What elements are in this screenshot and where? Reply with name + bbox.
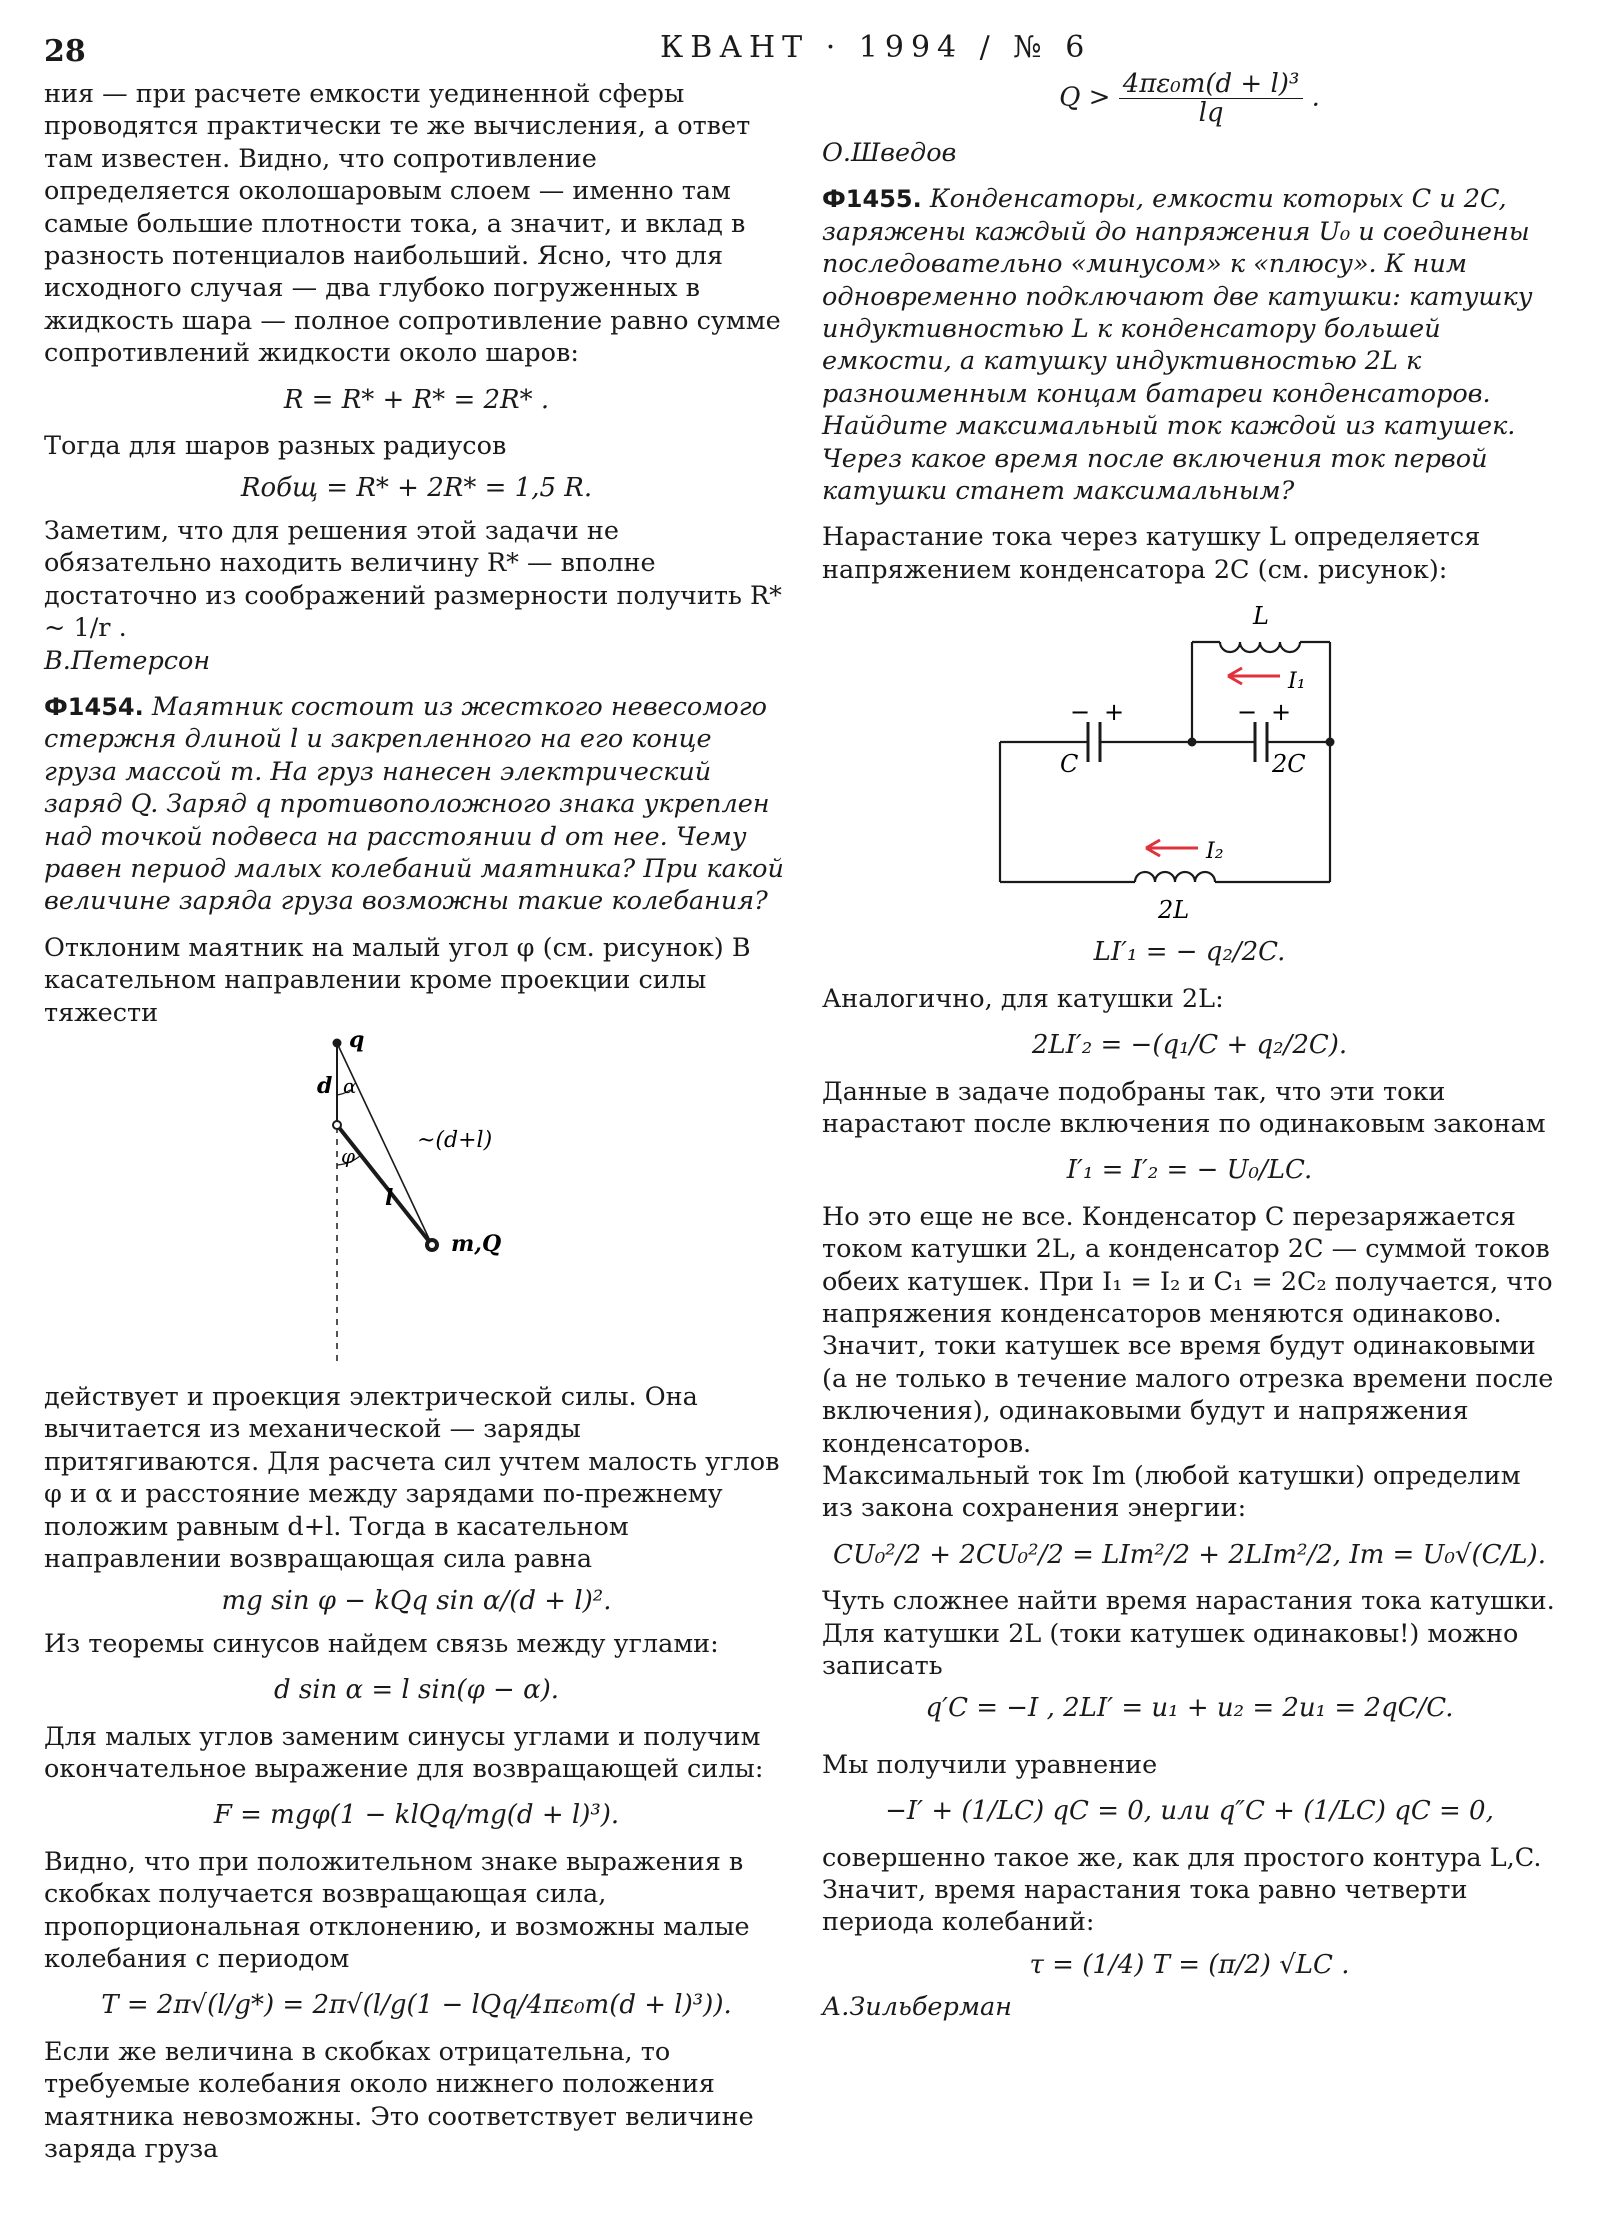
problem-number: Ф1454.: [44, 692, 144, 721]
paragraph: Чуть сложнее найти время нарастания тока катушки. Для катушки 2L (токи катушек одинаковы!) можно записать: [822, 1586, 1555, 1681]
paragraph: Если же величина в скобках отрицательна, то требуемые колебания около нижнего положения маятника невозможны. Это соответствует величине заряда груза: [44, 2036, 754, 2165]
formula: τ = (1/4) T = (π/2) √LC .: [1029, 1949, 1350, 1980]
circuit-figure: [970, 592, 1410, 922]
fraction-numerator: 4πε₀m(d + l)³: [1119, 70, 1304, 99]
label-l: l: [384, 1184, 393, 1211]
paragraph: Для малых углов заменим синусы углами и получим окончательное выражение для возвращающей силы:: [44, 1721, 764, 1785]
label-mQ: m,Q: [450, 1230, 501, 1257]
label-L: L: [1252, 602, 1269, 631]
label-d-plus-l: ~(d+l): [416, 1127, 492, 1153]
author-signature: О.Шведов: [822, 138, 957, 168]
formula: CU₀²/2 + 2CU₀²/2 = LIm²/2 + 2LIm²/2, Im = U₀√(C/L).: [833, 1539, 1546, 1570]
label-d: d: [316, 1072, 332, 1099]
fraction-denominator: lq: [1198, 98, 1224, 128]
formula: 2LI′₂ = −(q₁/C + q₂/2C).: [1031, 1030, 1348, 1061]
page-number: 28: [44, 34, 86, 69]
problem-number: Ф1455.: [822, 185, 922, 214]
label-C: C: [1059, 750, 1078, 779]
author-signature: В.Петерсон: [44, 645, 211, 676]
formula: F = mgφ(1 − klQq/mg(d + l)³).: [213, 1800, 620, 1831]
right-column: [822, 69, 1557, 2024]
problem-statement: [44, 691, 789, 918]
paragraph: Нарастание тока через катушку L определяется напряжением конденсатора 2C (см. рисунок):: [822, 522, 1481, 585]
label-plus: +: [1103, 698, 1124, 727]
formula: Rобщ = R* + 2R* = 1,5 R.: [240, 473, 593, 504]
problem-statement: [822, 183, 1557, 507]
paragraph: Видно, что при положительном знаке выражения в скобках получается возвращающая сила, пропорциональная отклонению, и возможны малые колебания с периодом: [44, 1846, 750, 1975]
paragraph: Отклоним маятник на малый угол φ (см. рисунок) В касательном направлении кроме проекции силы тяжести: [44, 932, 751, 1028]
pendulum-figure: [207, 1035, 627, 1375]
paragraph: действует и проекция электрической силы. Она вычитается из механической — заряды притягиваются. Для расчета сил учтем малость углов φ и α и расстояние между зарядами по-прежнему положим равным d+l. Тогда в касательном направлении возвращающая сила равна: [44, 1381, 780, 1574]
formula: T = 2π√(l/g*) = 2π√(l/g(1 − lQq/4πε₀m(d + l)³)).: [101, 1990, 732, 2021]
junction-node: [1325, 738, 1334, 747]
formula: mg sin φ − kQq sin α/(d + l)².: [221, 1586, 612, 1617]
bob-mass-center: [429, 1242, 435, 1248]
label-minus: −: [1236, 698, 1257, 727]
running-head: КВАНТ · 1994 / № 6: [660, 30, 1092, 65]
label-alpha: α: [342, 1073, 357, 1098]
paragraph: Из теоремы синусов найдем связь между углами:: [44, 1628, 719, 1659]
formula-q-limit: Q > $\frac{\text{4πε₀m(d + l)³}}{lq}$ .: [1059, 69, 1320, 128]
paragraph: ния — при расчете емкости уединенной сферы проводятся практически те же вычисления, а ответ там известен. Видно, что сопротивление определяется околошаровым слоем — именно там самые большие плотности тока, а значит, и вклад в разность потенциалов наибольший. Ясно, что для исходного случая — два глубоко погруженных в жидкость шара — полное сопротивление равно сумме сопротивлений жидкости около шаров:: [44, 79, 781, 369]
formula: q′C = −I , 2LI′ = u₁ + u₂ = 2u₁ = 2qC/C.: [925, 1693, 1454, 1724]
paragraph: Максимальный ток Im (любой катушки) определим из закона сохранения энергии:: [822, 1460, 1521, 1524]
label-q: q: [348, 1034, 364, 1053]
problem-text: Конденсаторы, емкости которых C и 2C, заряжены каждый до напряжения U₀ и соединены последовательно «минусом» к «плюсу». К ним одновременно подключают две катушки: катушку индуктивностью L к конденсатору большей емкости, а катушку индуктивностью 2L к разноименным концам батареи конденсаторов. Найдите максимальный ток каждой из катушек. Через какое время после включения ток первой катушки станет максимальным?: [822, 184, 1533, 507]
label-2L: 2L: [1157, 896, 1189, 923]
paragraph: Данные в задаче подобраны так, что эти токи нарастают после включения по одинаковым законам: [822, 1076, 1546, 1139]
paragraph: совершенно такое же, как для простого контура L,C. Значит, время нарастания тока равно четверти периода колебаний:: [822, 1842, 1542, 1938]
paragraph: Аналогично, для катушки 2L:: [822, 983, 1224, 1014]
label-2C: 2C: [1271, 750, 1306, 779]
label-I2: I₂: [1205, 839, 1224, 865]
pivot-point: [333, 1121, 341, 1129]
author-signature: А.Зильберман: [822, 1992, 1012, 2023]
paragraph: Тогда для шаров разных радиусов: [44, 431, 507, 462]
formula: d sin α = l sin(φ − α).: [273, 1675, 560, 1706]
formula: −I′ + (1/LC) qC = 0, или q″C + (1/LC) qC = 0,: [885, 1796, 1494, 1827]
problem-text: Маятник состоит из жесткого невесомого стержня длиной l и закрепленного на его конце груза массой m. На груз нанесен электрический заряд Q. Заряд q противоположного знака укреплен над точкой подвеса на расстоянии d от нее. Чему равен период малых колебаний маятника? При какой величине заряда груза возможны такие колебания?: [44, 691, 784, 917]
left-column: [44, 78, 789, 2166]
formula: LI′₁ = − q₂/2C.: [1093, 937, 1286, 968]
page-header: [0, 30, 1600, 70]
label-phi: φ: [340, 1143, 355, 1168]
junction-node: [1187, 738, 1196, 747]
formula: I′₁ = I′₂ = − U₀/LC.: [1066, 1155, 1313, 1186]
paragraph: Но это еще не все. Конденсатор C перезаряжается током катушки 2L, а конденсатор 2C — суммой токов обеих катушек. При I₁ = I₂ и C₁ = 2C₂ получается, что напряжения конденсаторов меняются одинаково. Значит, токи катушек все время будут одинаковыми (а не только в течение малого отрезка времени после включения), одинаковыми будут и напряжения конденсаторов.: [822, 1201, 1554, 1459]
paragraph: Мы получили уравнение: [822, 1749, 1158, 1780]
coil-L: [1220, 642, 1300, 652]
coil-2L: [1135, 872, 1215, 882]
charge-q-point: [332, 1038, 341, 1047]
label-plus: +: [1270, 698, 1291, 727]
label-minus: −: [1069, 698, 1090, 727]
label-I1: I₁: [1287, 669, 1306, 695]
formula: R = R* + R* = 2R* .: [283, 384, 550, 415]
paragraph: Заметим, что для решения этой задачи не обязательно находить величину R* — вполне достаточно из соображений размерности получить R* ~ 1/r .: [44, 515, 782, 644]
